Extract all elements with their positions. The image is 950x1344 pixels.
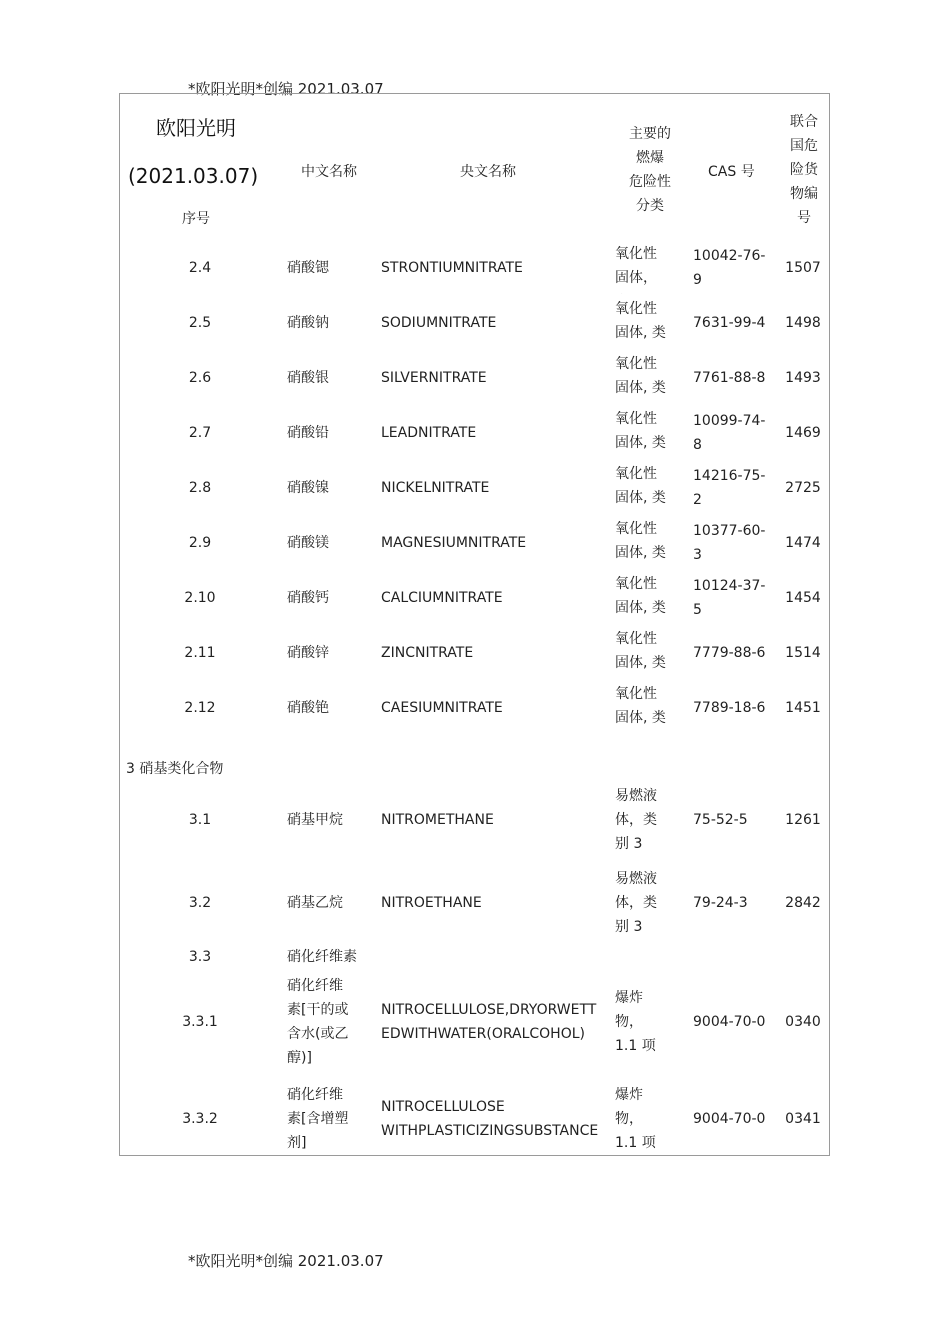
row-hazard-line xyxy=(615,345,679,349)
row-un-number: 1507 xyxy=(785,260,821,276)
row-cas-line: 9004-70-0 xyxy=(693,1014,766,1030)
row-hazard-line: 别 3 xyxy=(615,919,643,935)
row-hazard-line: 固体, 类 xyxy=(615,435,666,451)
row-cn-name-line: 素[干的或 xyxy=(287,1002,349,1018)
row-en-name xyxy=(381,641,611,665)
page-header-note: *欧阳光明*创编 2021.03.07 xyxy=(188,80,384,98)
row-hazard-line: 别 3 xyxy=(615,836,643,852)
row-un-number: 2842 xyxy=(785,895,821,911)
row-cas-line: 8 xyxy=(693,437,702,453)
row-un-number: 1474 xyxy=(785,535,821,551)
row-cn-name-line: 硝酸钙 xyxy=(287,590,329,606)
row-un-number: 1514 xyxy=(785,645,821,661)
row-cn-name xyxy=(287,366,377,390)
row-cas-line: 10042-76- xyxy=(693,248,766,264)
row-cn-name xyxy=(287,945,377,969)
row-hazard-line: 固体, 类 xyxy=(615,710,666,726)
row-hazard-line: 易燃液 xyxy=(615,788,657,804)
row-en-name-line: SILVERNITRATE xyxy=(381,370,487,386)
row-hazard xyxy=(615,352,679,404)
row-cn-name xyxy=(287,808,377,832)
row-cas-line: 3 xyxy=(693,547,702,563)
header-date: (2021.03.07) xyxy=(128,164,259,188)
row-hazard-line: 氧化性 xyxy=(615,246,657,262)
row-cn-name-line: 硝酸镁 xyxy=(287,535,329,551)
row-hazard-line: 固体, 类 xyxy=(615,655,666,671)
header-author: 欧阳光明 xyxy=(156,116,236,140)
row-un-number: 1451 xyxy=(785,700,821,716)
row-seq: 2.7 xyxy=(188,425,212,441)
row-cn-name-line: 醇)] xyxy=(287,1050,312,1066)
row-cn-name xyxy=(287,641,377,665)
row-un-number: 1454 xyxy=(785,590,821,606)
row-en-name-line: EDWITHWATER(ORALCOHOL) xyxy=(381,1026,585,1042)
row-un-number: 0341 xyxy=(785,1111,821,1127)
row-hazard-line: 固体, 类 xyxy=(615,490,666,506)
row-un-number: 1493 xyxy=(785,370,821,386)
row-seq: 3.3.1 xyxy=(182,1014,218,1030)
row-en-name xyxy=(381,586,611,610)
row-en-name xyxy=(381,891,611,915)
row-hazard-line: 固体, 类 xyxy=(615,545,666,561)
row-hazard-line xyxy=(615,620,679,624)
row-seq: 2.6 xyxy=(188,370,212,386)
row-hazard-line: 物， xyxy=(615,1014,643,1030)
row-hazard-line: 固体, 类 xyxy=(615,600,666,616)
row-hazard xyxy=(615,1083,679,1155)
row-hazard-line: 爆炸 xyxy=(615,1087,643,1103)
row-hazard-line: 氧化性 xyxy=(615,631,657,647)
row-seq: 3.3 xyxy=(188,949,212,965)
row-hazard xyxy=(615,517,679,569)
row-un-number: 2725 xyxy=(785,480,821,496)
row-cn-name-line: 硝酸铯 xyxy=(287,700,329,716)
row-cas xyxy=(693,519,773,567)
row-hazard-line: 氧化性 xyxy=(615,576,657,592)
row-cn-name xyxy=(287,256,377,280)
row-hazard-line: 物， xyxy=(615,1111,643,1127)
row-un-number: 1469 xyxy=(785,425,821,441)
row-hazard-line: 固体， xyxy=(615,270,657,286)
row-hazard-line: 氧化性 xyxy=(615,301,657,317)
row-cn-name-line: 硝酸钠 xyxy=(287,315,329,331)
row-hazard-line: 氧化性 xyxy=(615,466,657,482)
row-cas-line: 2 xyxy=(693,492,702,508)
row-cas-line: 5 xyxy=(693,602,702,618)
row-cn-name-line: 硝酸铅 xyxy=(287,425,329,441)
header-un: 联合 国危 险货 物编 号 xyxy=(790,114,818,226)
row-seq: 2.11 xyxy=(184,645,216,661)
row-hazard xyxy=(615,682,679,734)
row-seq: 3.1 xyxy=(188,812,212,828)
row-en-name xyxy=(381,311,611,335)
row-seq: 2.8 xyxy=(188,480,212,496)
row-en-name xyxy=(381,1095,611,1143)
row-cn-name xyxy=(287,311,377,335)
row-hazard-line xyxy=(615,400,679,404)
row-cn-name xyxy=(287,586,377,610)
row-en-name-line: NITROMETHANE xyxy=(381,812,494,828)
row-hazard-line: 氧化性 xyxy=(615,411,657,427)
row-seq: 2.10 xyxy=(184,590,216,606)
row-seq: 2.5 xyxy=(188,315,212,331)
row-hazard xyxy=(615,784,679,856)
row-hazard xyxy=(615,627,679,679)
row-un-number: 1498 xyxy=(785,315,821,331)
row-cn-name xyxy=(287,891,377,915)
row-cas xyxy=(693,641,773,665)
row-cas xyxy=(693,808,773,832)
row-cas-line: 9 xyxy=(693,272,702,288)
row-cas xyxy=(693,409,773,457)
row-cas xyxy=(693,366,773,390)
row-en-name xyxy=(381,256,611,280)
header-cn-name: 中文名称 xyxy=(301,164,357,180)
row-en-name-line: CAESIUMNITRATE xyxy=(381,700,503,716)
row-cas-line: 9004-70-0 xyxy=(693,1111,766,1127)
row-en-name xyxy=(381,531,611,555)
row-cas xyxy=(693,244,773,292)
row-hazard-line: 固体, 类 xyxy=(615,380,666,396)
row-cn-name-line: 硝酸锶 xyxy=(287,260,329,276)
row-cn-name xyxy=(287,696,377,720)
header-seq: 序号 xyxy=(182,211,210,227)
section-3-heading: 3 硝基类化合物 xyxy=(126,761,224,777)
row-en-name xyxy=(381,366,611,390)
row-cn-name xyxy=(287,476,377,500)
row-cas-line: 7761-88-8 xyxy=(693,370,766,386)
row-en-name-line: WITHPLASTICIZINGSUBSTANCE xyxy=(381,1123,599,1139)
row-cn-name-line: 剂] xyxy=(287,1135,307,1151)
row-hazard-line: 1.1 项 xyxy=(615,1135,656,1151)
row-hazard-line: 爆炸 xyxy=(615,990,643,1006)
row-en-name-line: NITROCELLULOSE,DRYORWETT xyxy=(381,1002,597,1018)
row-un-number: 0340 xyxy=(785,1014,821,1030)
row-en-name-line: CALCIUMNITRATE xyxy=(381,590,503,606)
row-cas-line: 7789-18-6 xyxy=(693,700,766,716)
row-hazard-line xyxy=(615,730,679,734)
header-en-name: 央文名称 xyxy=(460,164,516,180)
row-cn-name-line: 硝酸银 xyxy=(287,370,329,386)
row-hazard-line xyxy=(615,675,679,679)
row-cn-name-line: 硝基乙烷 xyxy=(287,895,343,911)
row-en-name-line: NITROETHANE xyxy=(381,895,482,911)
row-hazard-line: 体，类 xyxy=(615,895,657,911)
row-cas xyxy=(693,891,773,915)
row-cas-line: 10099-74- xyxy=(693,413,766,429)
page-footer-note: *欧阳光明*创编 2021.03.07 xyxy=(188,1252,384,1270)
row-en-name-line: LEADNITRATE xyxy=(381,425,477,441)
row-seq: 2.4 xyxy=(188,260,212,276)
row-en-name-line: SODIUMNITRATE xyxy=(381,315,497,331)
row-cas-line: 7631-99-4 xyxy=(693,315,766,331)
row-en-name xyxy=(381,421,611,445)
row-cn-name-line: 硝化纤维 xyxy=(287,1087,343,1103)
row-cn-name-line: 硝酸镍 xyxy=(287,480,329,496)
row-cas xyxy=(693,464,773,512)
row-cas-line: 7779-88-6 xyxy=(693,645,766,661)
row-seq: 3.3.2 xyxy=(182,1111,218,1127)
row-cas xyxy=(693,1010,773,1034)
row-hazard-line xyxy=(615,290,679,294)
row-hazard-line: 易燃液 xyxy=(615,871,657,887)
chemical-table xyxy=(119,93,830,1156)
row-cn-name xyxy=(287,421,377,445)
row-cn-name xyxy=(287,531,377,555)
row-hazard-line: 氧化性 xyxy=(615,521,657,537)
row-cn-name xyxy=(287,1083,377,1155)
row-un-number: 1261 xyxy=(785,812,821,828)
row-cas-line: 14216-75- xyxy=(693,468,766,484)
row-cn-name-line: 硝酸锌 xyxy=(287,645,329,661)
row-seq: 3.2 xyxy=(188,895,212,911)
row-cn-name-line: 硝化纤维 xyxy=(287,978,343,994)
row-seq: 2.12 xyxy=(184,700,216,716)
row-cas xyxy=(693,1107,773,1131)
row-hazard xyxy=(615,986,679,1058)
row-cas-line: 79-24-3 xyxy=(693,895,748,911)
row-hazard xyxy=(615,297,679,349)
row-en-name xyxy=(381,998,611,1046)
row-en-name-line: MAGNESIUMNITRATE xyxy=(381,535,527,551)
row-hazard xyxy=(615,867,679,939)
row-cas-line: 10124-37- xyxy=(693,578,766,594)
row-hazard-line: 体，类 xyxy=(615,812,657,828)
row-seq: 2.9 xyxy=(188,535,212,551)
row-hazard-line: 氧化性 xyxy=(615,686,657,702)
row-cn-name-line: 硝基甲烷 xyxy=(287,812,343,828)
row-hazard-line: 固体, 类 xyxy=(615,325,666,341)
row-en-name-line: ZINCNITRATE xyxy=(381,645,474,661)
row-en-name-line: NITROCELLULOSE xyxy=(381,1099,505,1115)
row-hazard-line: 氧化性 xyxy=(615,356,657,372)
row-cn-name-line: 硝化纤维素 xyxy=(287,949,357,965)
row-en-name xyxy=(381,808,611,832)
row-hazard xyxy=(615,462,679,514)
row-cas-line: 75-52-5 xyxy=(693,812,748,828)
row-en-name xyxy=(381,476,611,500)
row-cas xyxy=(693,311,773,335)
row-cn-name-line: 素[含增塑 xyxy=(287,1111,349,1127)
row-hazard-line xyxy=(615,510,679,514)
row-cas xyxy=(693,696,773,720)
row-cn-name xyxy=(287,974,377,1070)
row-cn-name-line: 含水(或乙 xyxy=(287,1026,349,1042)
row-cas-line: 10377-60- xyxy=(693,523,766,539)
row-en-name xyxy=(381,696,611,720)
row-hazard-line xyxy=(615,565,679,569)
row-en-name-line: STRONTIUMNITRATE xyxy=(381,260,523,276)
row-hazard-line: 1.1 项 xyxy=(615,1038,656,1054)
row-hazard xyxy=(615,572,679,624)
row-hazard xyxy=(615,242,679,294)
header-hazard: 主要的 燃爆 危险性 分类 xyxy=(629,126,671,214)
row-cas xyxy=(693,574,773,622)
row-hazard xyxy=(615,407,679,459)
row-hazard-line xyxy=(615,455,679,459)
row-en-name-line: NICKELNITRATE xyxy=(381,480,490,496)
header-cas: CAS 号 xyxy=(708,164,755,180)
